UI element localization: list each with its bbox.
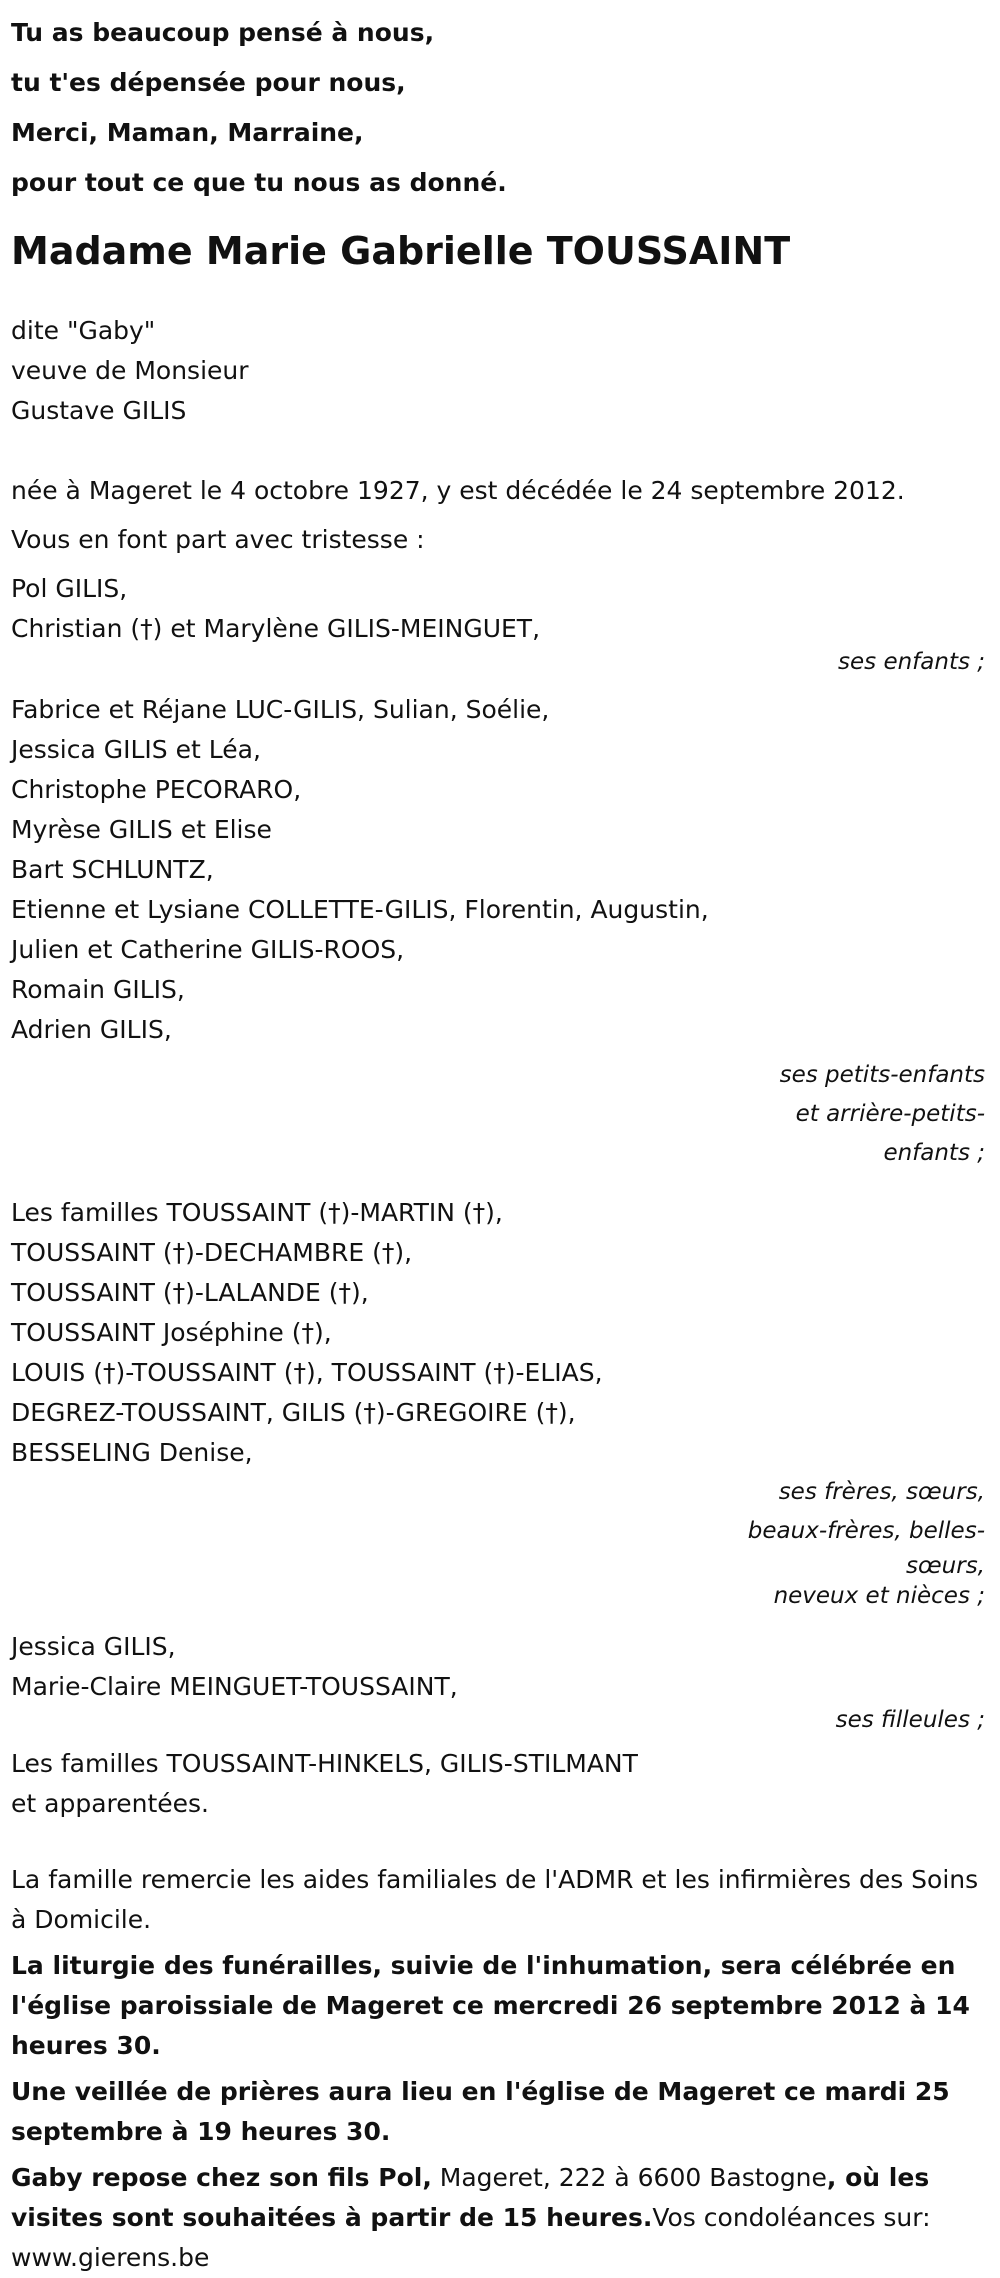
- goddaughters-group: [11, 1627, 986, 1707]
- grandchildren-label-line: ses petits-enfants: [779, 1062, 985, 1088]
- visits-paragraph: [11, 2158, 986, 2278]
- grandchild-name: Bart SCHLUNTZ,: [11, 855, 214, 884]
- other-family-line: et apparentées.: [11, 1789, 209, 1818]
- family-name: TOUSSAINT (†)-LALANDE (†),: [11, 1278, 369, 1307]
- family-name: TOUSSAINT Joséphine (†),: [11, 1318, 332, 1347]
- visits-bold-part1: Gaby repose chez son fils Pol,: [11, 2163, 432, 2192]
- intro: [11, 311, 986, 431]
- obituary-notice: [11, 0, 986, 2278]
- grandchildren-label-line: et arrière-petits-: [795, 1101, 985, 1127]
- condolences-text: Vos condoléances sur: www.gierens.be: [11, 2203, 931, 2272]
- poem-line: tu t'es dépensée pour nous,: [11, 68, 406, 97]
- grandchild-name: Fabrice et Réjane LUC-GILIS, Sulian, Soélie,: [11, 695, 550, 724]
- child-name: Pol GILIS,: [11, 574, 128, 603]
- grandchildren-label: [11, 1056, 986, 1173]
- child-name: Christian (†) et Marylène GILIS-MEINGUET,: [11, 614, 541, 643]
- announcement: [11, 520, 986, 560]
- poem-line: Merci, Maman, Marraine,: [11, 118, 364, 147]
- poem-line: Tu as beaucoup pensé à nous,: [11, 18, 435, 47]
- grandchild-name: Christophe PECORARO,: [11, 775, 302, 804]
- visits-address: Mageret, 222 à 6600 Bastogne: [431, 2163, 827, 2192]
- poem: [11, 0, 986, 208]
- vigil-paragraph: Une veillée de prières aura lieu en l'église de Mageret ce mardi 25 septembre à 19 heures 30.: [11, 2077, 950, 2146]
- siblings-label: [11, 1473, 986, 1611]
- poem-line: pour tout ce que tu nous as donné.: [11, 168, 507, 197]
- siblings-label-line: beaux-frères, belles-: [747, 1518, 985, 1544]
- birth-death-text: née à Mageret le 4 octobre 1927, y est décédée le 24 septembre 2012.: [11, 476, 905, 505]
- grandchildren-label-line: enfants ;: [883, 1140, 985, 1166]
- goddaughter-name: Jessica GILIS,: [11, 1632, 176, 1661]
- siblings-label-line: neveux et nièces ;: [773, 1583, 985, 1609]
- goddaughter-name: Marie-Claire MEINGUET-TOUSSAINT,: [11, 1672, 458, 1701]
- children-group: [11, 569, 986, 649]
- goddaughters-label: ses filleules ;: [835, 1707, 985, 1733]
- other-families: [11, 1744, 986, 1824]
- intro-line: Gustave GILIS: [11, 396, 187, 425]
- children-label: ses enfants ;: [838, 649, 985, 675]
- grandchild-name: Adrien GILIS,: [11, 1015, 172, 1044]
- visits-bold-part2: , où les visites sont souhaitées à partir de 15 heures.: [11, 2163, 930, 2232]
- grandchild-name: Myrèse GILIS et Elise: [11, 815, 272, 844]
- deceased-name: Madame Marie Gabrielle TOUSSAINT: [11, 229, 791, 273]
- intro-line: veuve de Monsieur: [11, 356, 249, 385]
- family-name: TOUSSAINT (†)-DECHAMBRE (†),: [11, 1238, 413, 1267]
- family-name: DEGREZ-TOUSSAINT, GILIS (†)-GREGOIRE (†),: [11, 1398, 576, 1427]
- announcement-text: Vous en font part avec tristesse :: [11, 525, 425, 554]
- intro-line: dite "Gaby": [11, 316, 156, 345]
- siblings-label-line: ses frères, sœurs,: [778, 1479, 985, 1505]
- family-name: Les familles TOUSSAINT (†)-MARTIN (†),: [11, 1198, 503, 1227]
- family-name: BESSELING Denise,: [11, 1438, 253, 1467]
- families-group: [11, 1193, 986, 1473]
- grandchildren-group: [11, 690, 986, 1050]
- funeral-paragraph: La liturgie des funérailles, suivie de l'inhumation, sera célébrée en l'église paroissiale de Mageret ce mercredi 26 septembre 2012 à 14 heures 30.: [11, 1951, 970, 2060]
- thanks-paragraph: La famille remercie les aides familiales de l'ADMR et les infirmières des Soins à Domicile.: [11, 1865, 979, 1934]
- grandchild-name: Jessica GILIS et Léa,: [11, 735, 261, 764]
- birth-death-line: [11, 471, 986, 511]
- grandchild-name: Etienne et Lysiane COLLETTE-GILIS, Florentin, Augustin,: [11, 895, 709, 924]
- siblings-label-line: sœurs,: [906, 1553, 985, 1579]
- other-family-line: Les familles TOUSSAINT-HINKELS, GILIS-STILMANT: [11, 1749, 638, 1778]
- grandchild-name: Julien et Catherine GILIS-ROOS,: [11, 935, 405, 964]
- family-name: LOUIS (†)-TOUSSAINT (†), TOUSSAINT (†)-ELIAS,: [11, 1358, 603, 1387]
- grandchild-name: Romain GILIS,: [11, 975, 185, 1004]
